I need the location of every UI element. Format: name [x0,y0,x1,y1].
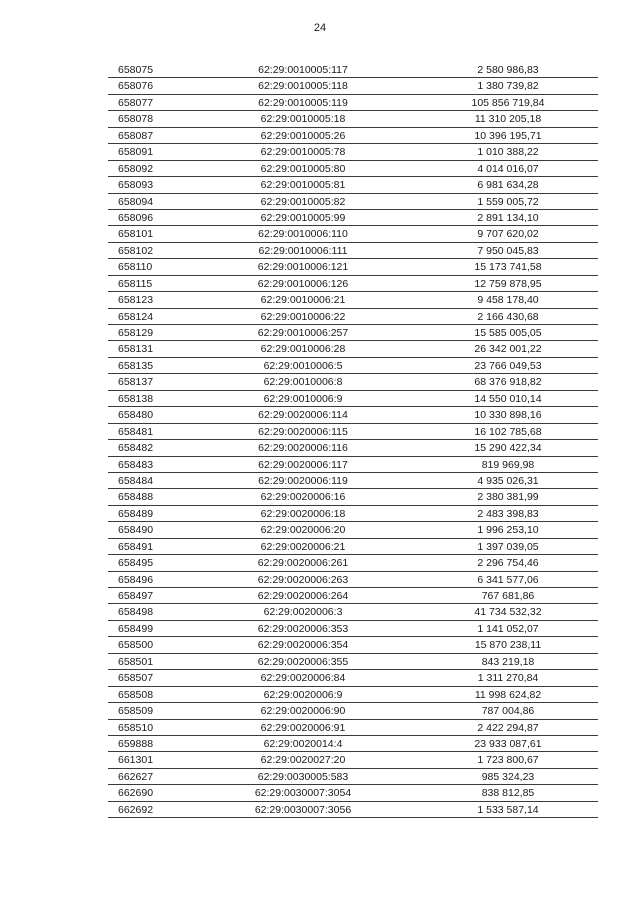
table-row [108,407,598,423]
cadastral-value-cell: 15 585 005,05 [474,327,542,339]
row-id-cell: 658499 [118,622,154,635]
cadastral-number-cell: 62:29:0010006:126 [257,277,349,290]
cadastral-number-cell: 62:29:0020006:114 [258,409,348,422]
cadastral-number-cell: 62:29:0010006:21 [260,294,346,307]
cadastral-value-cell: 1 397 039,05 [477,540,539,553]
cadastral-number-cell: 62:29:0010006:8 [263,376,343,389]
table-row [108,341,598,357]
cadastral-value-cell: 819 969,98 [481,458,535,471]
cadastral-number-cell: 62:29:0010005:119 [258,96,348,109]
cadastral-number-cell: 62:29:0010005:81 [260,179,346,192]
cadastral-number-cell: 62:29:0010005:18 [260,113,346,126]
row-id-cell: 658495 [118,557,154,570]
cadastral-value-cell: 1 996 253,10 [477,524,539,537]
table-row [108,95,598,111]
cadastral-value-cell: 16 102 785,68 [474,425,542,438]
row-id-cell: 658507 [118,672,154,685]
cadastral-value-cell: 1 380 739,82 [477,80,539,93]
row-id-cell: 658138 [118,392,154,405]
row-id-cell: 658508 [118,688,154,701]
table-row [108,506,598,522]
table-row [108,440,598,456]
table-row [108,194,598,210]
cadastral-number-cell: 62:29:0020006:261 [257,557,349,570]
table-row [108,785,598,801]
row-id-cell: 658483 [118,458,154,471]
row-id-cell: 658501 [118,655,154,668]
cadastral-value-cell: 15 290 422,34 [474,442,542,455]
row-id-cell: 658489 [118,507,154,520]
cadastral-value-cell: 1 141 052,07 [477,622,539,635]
cadastral-number-cell: 62:29:0020006:18 [260,507,346,520]
cadastral-value-cell: 41 734 532,32 [474,606,542,619]
row-id-cell: 658110 [118,261,153,274]
row-id-cell: 662627 [118,770,154,783]
cadastral-number-cell: 62:29:0020006:355 [257,655,349,668]
table-row [108,489,598,505]
table-row [108,292,598,308]
cadastral-number-cell: 62:29:0020014:4 [263,737,343,750]
row-id-cell: 658078 [118,113,154,126]
table-row [108,424,598,440]
cadastral-number-cell: 62:29:0020006:264 [257,590,349,602]
cadastral-value-cell: 10 396 195,71 [474,129,542,142]
cadastral-number-cell: 62:29:0010006:111 [258,244,348,257]
cadastral-number-cell: 62:29:0030007:3056 [254,803,352,816]
cadastral-value-cell: 12 759 878,95 [474,277,542,290]
page-number: 24 [313,22,327,34]
cadastral-value-table [108,62,598,818]
cadastral-number-cell: 62:29:0020006:9 [263,688,343,701]
cadastral-value-cell: 2 380 381,99 [477,491,539,504]
row-id-cell: 658101 [118,228,154,241]
cadastral-value-cell: 10 330 898,16 [474,409,542,422]
cadastral-value-cell: 7 950 045,83 [477,244,539,257]
cadastral-number-cell: 62:29:0010006:121 [257,261,349,274]
cadastral-number-cell: 62:29:0010006:22 [260,310,346,323]
table-row [108,358,598,374]
table-row [108,703,598,719]
row-id-cell: 658124 [118,310,154,323]
table-row [108,539,598,555]
table-row [108,144,598,160]
cadastral-value-cell: 2 166 430,68 [477,310,539,323]
row-id-cell: 658481 [118,425,154,438]
cadastral-value-cell: 4 014 016,07 [477,162,539,175]
cadastral-number-cell: 62:29:0030005:583 [257,770,349,783]
table-row [108,325,598,341]
cadastral-number-cell: 62:29:0010005:117 [258,64,348,76]
row-id-cell: 658094 [118,195,154,208]
cadastral-value-cell: 4 935 026,31 [477,474,539,487]
table-row [108,752,598,768]
row-id-cell: 658510 [118,721,154,734]
row-id-cell: 658091 [118,146,154,159]
cadastral-number-cell: 62:29:0020006:91 [260,721,346,734]
cadastral-value-cell: 6 341 577,06 [477,573,539,586]
cadastral-number-cell: 62:29:0010006:28 [260,343,346,356]
cadastral-number-cell: 62:29:0010006:110 [258,228,348,241]
table-row [108,555,598,571]
cadastral-value-cell: 68 376 918,82 [474,376,542,389]
row-id-cell: 658480 [118,409,154,422]
cadastral-value-cell: 1 723 800,67 [477,754,539,767]
cadastral-number-cell: 62:29:0020006:90 [260,705,346,718]
table-row [108,473,598,489]
cadastral-value-cell: 23 766 049,53 [474,359,542,372]
table-row [108,226,598,242]
cadastral-number-cell: 62:29:0020006:21 [260,540,346,553]
row-id-cell: 658096 [118,211,154,224]
cadastral-value-cell: 9 707 620,02 [477,228,539,241]
row-id-cell: 658076 [118,80,154,93]
cadastral-number-cell: 62:29:0020006:16 [260,491,346,504]
cadastral-number-cell: 62:29:0010005:118 [258,80,348,93]
table-row [108,128,598,144]
cadastral-value-cell: 2 296 754,46 [477,557,539,570]
row-id-cell: 661301 [118,754,154,767]
cadastral-value-cell: 838 812,85 [481,787,535,800]
row-id-cell: 658115 [118,277,153,290]
cadastral-number-cell: 62:29:0010006:9 [263,392,343,405]
row-id-cell: 658093 [118,179,154,192]
cadastral-value-cell: 1 559 005,72 [477,195,539,208]
table-row [108,259,598,275]
table-row [108,621,598,637]
table-row [108,78,598,94]
cadastral-number-cell: 62:29:0020006:119 [258,474,348,487]
cadastral-number-cell: 62:29:0010006:257 [257,327,349,339]
cadastral-value-cell: 11 310 205,18 [474,113,542,126]
table-row [108,309,598,325]
table-row [108,670,598,686]
cadastral-value-cell: 2 483 398,83 [477,507,539,520]
row-id-cell: 662690 [118,787,154,800]
table-row [108,687,598,703]
cadastral-number-cell: 62:29:0010005:99 [260,211,346,224]
cadastral-value-cell: 1 010 388,22 [477,146,539,159]
table-row [108,604,598,620]
row-id-cell: 658075 [118,64,154,76]
cadastral-value-cell: 15 173 741,58 [474,261,542,274]
table-row [108,736,598,752]
cadastral-number-cell: 62:29:0020006:116 [258,442,348,455]
row-id-cell: 658129 [118,327,154,339]
cadastral-value-cell: 105 856 719,84 [471,96,545,109]
cadastral-number-cell: 62:29:0010005:82 [260,195,346,208]
table-row [108,177,598,193]
table-row [108,243,598,259]
row-id-cell: 658087 [118,129,154,142]
row-id-cell: 658490 [118,524,154,537]
table-row [108,522,598,538]
row-id-cell: 658488 [118,491,154,504]
table-row [108,720,598,736]
cadastral-number-cell: 62:29:0010006:5 [263,359,343,372]
cadastral-number-cell: 62:29:0020006:354 [257,639,349,652]
row-id-cell: 658137 [118,376,154,389]
table-row [108,769,598,785]
row-id-cell: 658123 [118,294,154,307]
cadastral-number-cell: 62:29:0020006:20 [260,524,346,537]
cadastral-value-cell: 2 580 986,83 [477,64,539,76]
row-id-cell: 658102 [118,244,154,257]
table-row [108,637,598,653]
cadastral-value-cell: 6 981 634,28 [477,179,539,192]
table-row [108,161,598,177]
cadastral-value-cell: 23 933 087,61 [474,737,542,750]
table-row [108,111,598,127]
row-id-cell: 658491 [118,540,154,553]
cadastral-value-cell: 11 998 624,82 [474,688,542,701]
cadastral-number-cell: 62:29:0020006:117 [258,458,348,471]
cadastral-value-cell: 15 870 238,11 [474,639,542,652]
cadastral-value-cell: 985 324,23 [481,770,535,783]
cadastral-value-cell: 2 422 294,87 [477,721,539,734]
row-id-cell: 658497 [118,590,154,602]
cadastral-number-cell: 62:29:0020006:353 [257,622,349,635]
cadastral-value-cell: 9 458 178,40 [477,294,539,307]
row-id-cell: 662692 [118,803,154,816]
cadastral-value-cell: 787 004,86 [481,705,535,718]
cadastral-value-cell: 1 311 270,84 [477,672,539,685]
cadastral-value-cell: 843 219,18 [481,655,535,668]
table-row [108,802,598,818]
cadastral-number-cell: 62:29:0020006:263 [257,573,349,586]
table-row [108,572,598,588]
table-row [108,654,598,670]
row-id-cell: 658077 [118,96,154,109]
table-row [108,374,598,390]
row-id-cell: 658092 [118,162,154,175]
table-row [108,62,598,78]
row-id-cell: 659888 [118,737,154,750]
cadastral-number-cell: 62:29:0020006:3 [263,606,343,619]
cadastral-value-cell: 767 681,86 [481,590,535,602]
cadastral-number-cell: 62:29:0010005:78 [260,146,346,159]
cadastral-number-cell: 62:29:0020006:84 [260,672,346,685]
cadastral-number-cell: 62:29:0010005:80 [260,162,346,175]
cadastral-value-cell: 1 533 587,14 [477,803,539,816]
table-row [108,588,598,604]
cadastral-number-cell: 62:29:0020027:20 [260,754,346,767]
row-id-cell: 658131 [118,343,154,356]
row-id-cell: 658482 [118,442,154,455]
row-id-cell: 658484 [118,474,154,487]
row-id-cell: 658498 [118,606,154,619]
cadastral-number-cell: 62:29:0010005:26 [260,129,346,142]
row-id-cell: 658135 [118,359,154,372]
cadastral-value-cell: 14 550 010,14 [474,392,542,405]
cadastral-number-cell: 62:29:0020006:115 [258,425,348,438]
row-id-cell: 658509 [118,705,154,718]
row-id-cell: 658500 [118,639,154,652]
cadastral-value-cell: 26 342 001,22 [474,343,542,356]
row-id-cell: 658496 [118,573,154,586]
table-row [108,276,598,292]
table-row [108,210,598,226]
table-row [108,457,598,473]
table-row [108,391,598,407]
cadastral-value-cell: 2 891 134,10 [477,211,539,224]
cadastral-number-cell: 62:29:0030007:3054 [254,787,352,800]
